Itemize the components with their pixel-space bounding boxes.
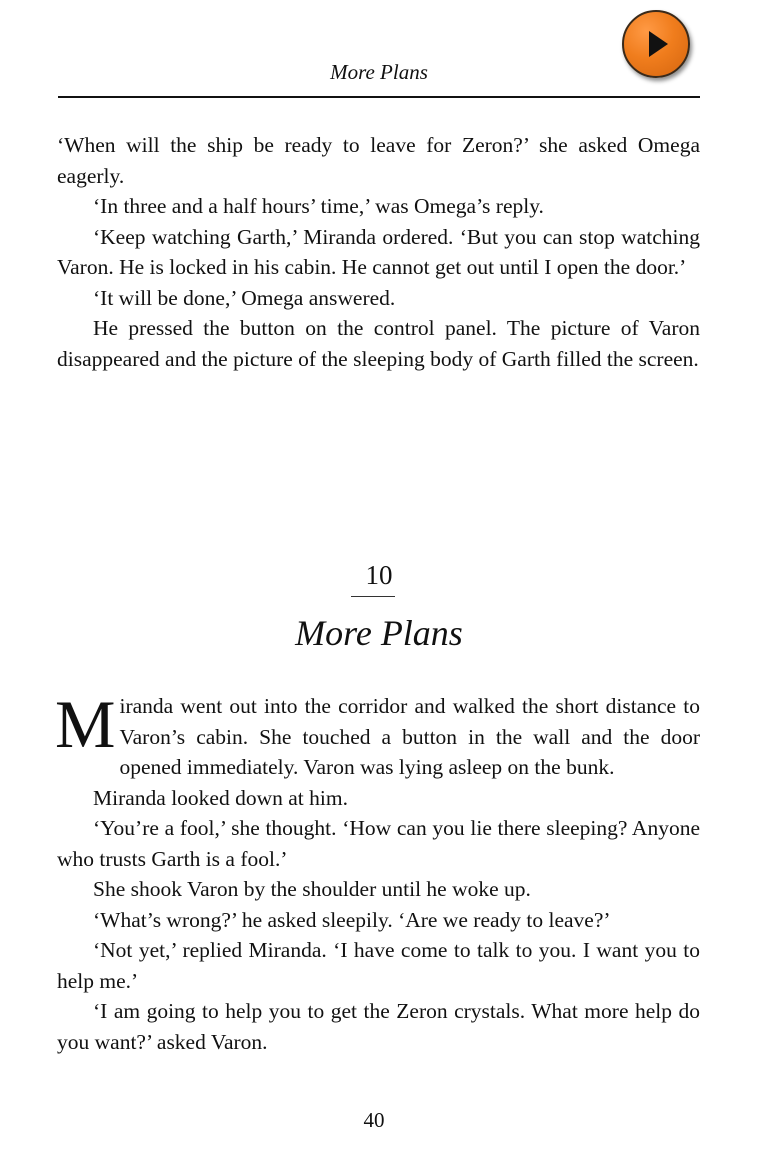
chapter-title: More Plans	[295, 613, 463, 653]
paragraph: ‘I am going to help you to get the Zeron crystals. What more help do you want?’ asked Varon.	[57, 999, 700, 1054]
paragraph: ‘In three and a half hours’ time,’ was Omega’s reply.	[93, 194, 544, 218]
paragraph: ‘What’s wrong?’ he asked sleepily. ‘Are we ready to leave?’	[93, 907, 611, 932]
paragraph: Miranda looked down at him.	[93, 785, 348, 810]
paragraph: ‘Keep watching Garth,’ Miranda ordered. ‘But you can stop watching Varon. He is locked in his cabin. He cannot get out until I open the door.’	[57, 224, 700, 279]
previous-chapter-text	[57, 130, 700, 374]
chapter-text	[55, 686, 700, 1057]
chapter-number-underline	[351, 596, 395, 597]
running-header: More Plans	[330, 60, 428, 84]
drop-cap: M	[55, 686, 116, 762]
paragraph: ‘You’re a fool,’ she thought. ‘How can you lie there sleeping? Anyone who trusts Garth is a fool.’	[57, 816, 700, 871]
paragraph: ‘It will be done,’ Omega answered.	[93, 285, 396, 310]
paragraph: ‘When will the ship be ready to leave for Zeron?’ she asked Omega eagerly.	[57, 133, 700, 188]
paragraph: She shook Varon by the shoulder until he woke up.	[93, 877, 531, 901]
chapter-number: 10	[365, 560, 393, 590]
header-divider	[58, 96, 700, 98]
paragraph: ‘Not yet,’ replied Miranda. ‘I have come to talk to you. I want you to help me.’	[57, 938, 700, 993]
paragraph: He pressed the button on the control panel. The picture of Varon disappeared and the picture of the sleeping body of Garth filled the screen.	[57, 316, 700, 371]
opening-paragraph	[55, 686, 700, 783]
opening-paragraph-text: iranda went out into the corridor and walked the short distance to Varon’s cabin. She touched a button in the wall and the door opened immediately. Varon was lying asleep on the bunk.	[119, 694, 700, 779]
page-number: 40	[363, 1108, 385, 1132]
